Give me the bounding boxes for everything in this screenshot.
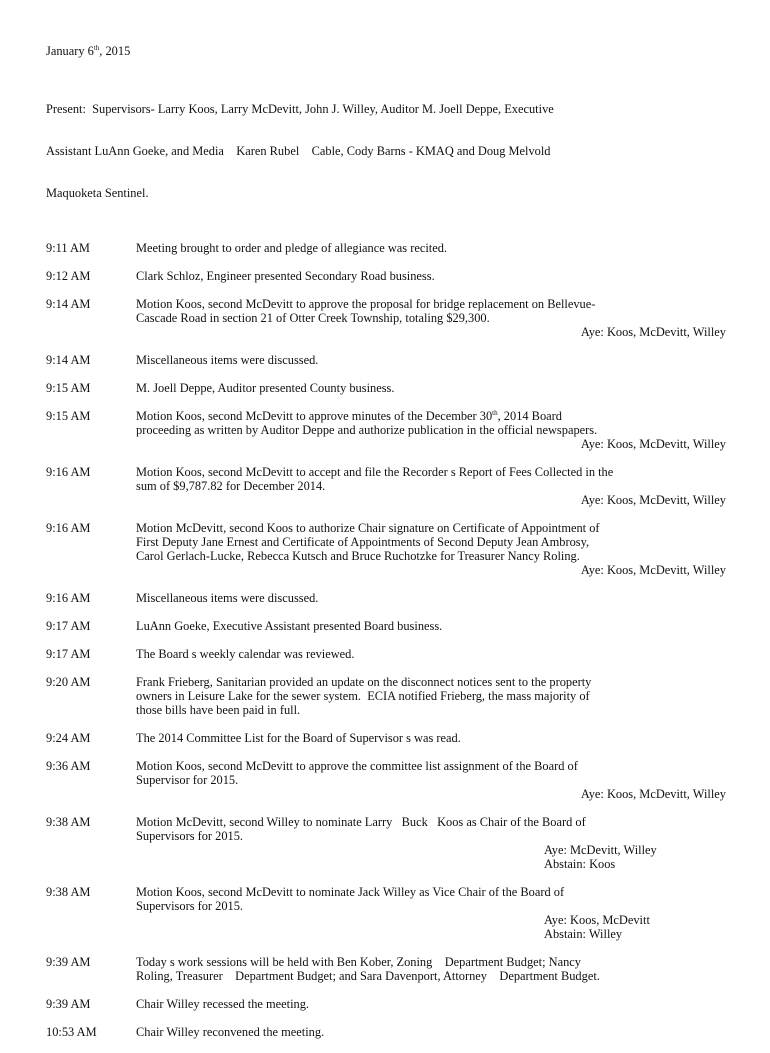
entry-line: Supervisors for 2015. (136, 899, 244, 913)
entry-line: Motion Koos, second McDevitt to nominate Jack Willey as Vice Chair of the Board of (136, 885, 565, 899)
entry-time: 9:24 AM (46, 731, 91, 745)
entry-text (136, 297, 726, 339)
entry-text (136, 955, 726, 983)
entry-line: Miscellaneous items were discussed. (136, 591, 319, 605)
entry-text (136, 675, 726, 717)
entry-line: Motion Koos, second McDevitt to approve minutes of the December 30th, 2014 Board (136, 408, 562, 423)
attendance-paragraph (46, 74, 726, 228)
entry-line: Meeting brought to order and pledge of allegiance was recited. (136, 241, 448, 255)
entry-line: First Deputy Jane Ernest and Certificate of Appointments of Second Deputy Jean Ambrosy, (136, 535, 590, 549)
entry-time: 9:14 AM (46, 353, 91, 367)
entry-text (136, 409, 726, 451)
entry-line: Chair Willey reconvened the meeting. (136, 1025, 325, 1039)
vote-result: Aye: Koos, McDevitt, Willey (580, 493, 726, 507)
meeting-date (46, 44, 726, 58)
minutes-entry (46, 381, 726, 395)
entry-time: 9:39 AM (46, 955, 91, 969)
entry-time: 9:16 AM (46, 465, 91, 479)
entry-line: Cascade Road in section 21 of Otter Creek Township, totaling $29,300. (136, 311, 490, 325)
vote-result: Aye: Koos, McDevitt, Willey (580, 787, 726, 801)
minutes-entry (46, 997, 726, 1011)
entry-line: Motion McDevitt, second Koos to authorize Chair signature on Certificate of Appointment of (136, 521, 600, 535)
attendance-line: Maquoketa Sentinel. (46, 186, 149, 200)
entry-time: 9:16 AM (46, 591, 91, 605)
entry-text (136, 619, 726, 633)
minutes-entry (46, 647, 726, 661)
entry-line: proceeding as written by Auditor Deppe and authorize publication in the official newspapers. (136, 423, 598, 437)
minutes-entry (46, 591, 726, 605)
entry-text (136, 381, 726, 395)
entry-line: Today s work sessions will be held with Ben Kober, Zoning Department Budget; Nancy (136, 955, 581, 969)
entry-text (136, 1025, 726, 1039)
entry-time: 9:17 AM (46, 647, 91, 661)
minutes-entry (46, 955, 726, 983)
entry-text (136, 885, 726, 941)
minutes-entry (46, 409, 726, 451)
minutes-entry (46, 241, 726, 255)
date-year: , 2015 (99, 44, 131, 58)
entry-time: 9:11 AM (46, 241, 90, 255)
entry-text (136, 521, 726, 577)
entry-text (136, 815, 726, 871)
vote-result: Aye: McDevitt, Willey (544, 843, 657, 857)
entry-line: Roling, Treasurer Department Budget; and Sara Davenport, Attorney Department Budget. (136, 969, 600, 983)
vote-result: Aye: Koos, McDevitt, Willey (580, 325, 726, 339)
entry-line: Miscellaneous items were discussed. (136, 353, 319, 367)
entry-line: Supervisor for 2015. (136, 773, 239, 787)
minutes-entry (46, 759, 726, 801)
attendance-line: Assistant LuAnn Goeke, and Media Karen Rubel Cable, Cody Barns - KMAQ and Doug Melvold (46, 144, 551, 158)
entry-time: 9:17 AM (46, 619, 91, 633)
entry-time: 9:15 AM (46, 381, 91, 395)
entry-text (136, 353, 726, 367)
minutes-entry (46, 465, 726, 507)
entry-line: M. Joell Deppe, Auditor presented County business. (136, 381, 395, 395)
minutes-entries (46, 241, 726, 1039)
minutes-page (46, 44, 726, 1053)
entry-line: those bills have been paid in full. (136, 703, 301, 717)
minutes-entry (46, 297, 726, 339)
entry-line: LuAnn Goeke, Executive Assistant presented Board business. (136, 619, 443, 633)
entry-time: 9:36 AM (46, 759, 91, 773)
entry-line: sum of $9,787.82 for December 2014. (136, 479, 326, 493)
entry-time: 10:53 AM (46, 1025, 97, 1039)
entry-text (136, 759, 726, 801)
minutes-entry (46, 353, 726, 367)
entry-time: 9:20 AM (46, 675, 91, 689)
entry-line: Supervisors for 2015. (136, 829, 244, 843)
minutes-entry (46, 1025, 726, 1039)
vote-result: Abstain: Koos (544, 857, 616, 871)
entry-time: 9:14 AM (46, 297, 91, 311)
entry-time: 9:38 AM (46, 815, 91, 829)
minutes-entry (46, 731, 726, 745)
vote-result: Aye: Koos, McDevitt, Willey (580, 563, 726, 577)
entry-line: Chair Willey recessed the meeting. (136, 997, 310, 1011)
vote-result: Aye: Koos, McDevitt (544, 913, 650, 927)
date-text: January 6 (46, 44, 94, 58)
entry-text (136, 647, 726, 661)
minutes-entry (46, 521, 726, 577)
entry-line: Clark Schloz, Engineer presented Secondary Road business. (136, 269, 435, 283)
vote-result: Abstain: Willey (544, 927, 623, 941)
entry-line: Motion Koos, second McDevitt to accept and file the Recorder s Report of Fees Collected in the (136, 465, 614, 479)
entry-line: The 2014 Committee List for the Board of Supervisor s was read. (136, 731, 461, 745)
entry-time: 9:15 AM (46, 409, 91, 423)
entry-text (136, 997, 726, 1011)
entry-time: 9:16 AM (46, 521, 91, 535)
entry-text (136, 591, 726, 605)
attendance-line: Present: Supervisors- Larry Koos, Larry McDevitt, John J. Willey, Auditor M. Joell Deppe, Executive (46, 102, 554, 116)
entry-line: Motion Koos, second McDevitt to approve the proposal for bridge replacement on Bellevue- (136, 297, 596, 311)
entry-text (136, 731, 726, 745)
date-suffix: th (93, 43, 100, 52)
entry-text (136, 241, 726, 255)
minutes-entry (46, 815, 726, 871)
entry-text (136, 269, 726, 283)
entry-line: The Board s weekly calendar was reviewed. (136, 647, 355, 661)
entry-time: 9:39 AM (46, 997, 91, 1011)
entry-text (136, 465, 726, 507)
entry-line: Frank Frieberg, Sanitarian provided an update on the disconnect notices sent to the property (136, 675, 592, 689)
minutes-entry (46, 619, 726, 633)
vote-result: Aye: Koos, McDevitt, Willey (580, 437, 726, 451)
entry-line: Carol Gerlach-Lucke, Rebecca Kutsch and Bruce Ruchotzke for Treasurer Nancy Roling. (136, 549, 580, 563)
entry-time: 9:38 AM (46, 885, 91, 899)
minutes-entry (46, 269, 726, 283)
entry-line: owners in Leisure Lake for the sewer system. ECIA notified Frieberg, the mass majority of (136, 689, 590, 703)
entry-line: Motion McDevitt, second Willey to nominate Larry Buck Koos as Chair of the Board of (136, 815, 586, 829)
entry-time: 9:12 AM (46, 269, 91, 283)
minutes-entry (46, 885, 726, 941)
entry-line: Motion Koos, second McDevitt to approve the committee list assignment of the Board of (136, 759, 578, 773)
minutes-entry (46, 675, 726, 717)
